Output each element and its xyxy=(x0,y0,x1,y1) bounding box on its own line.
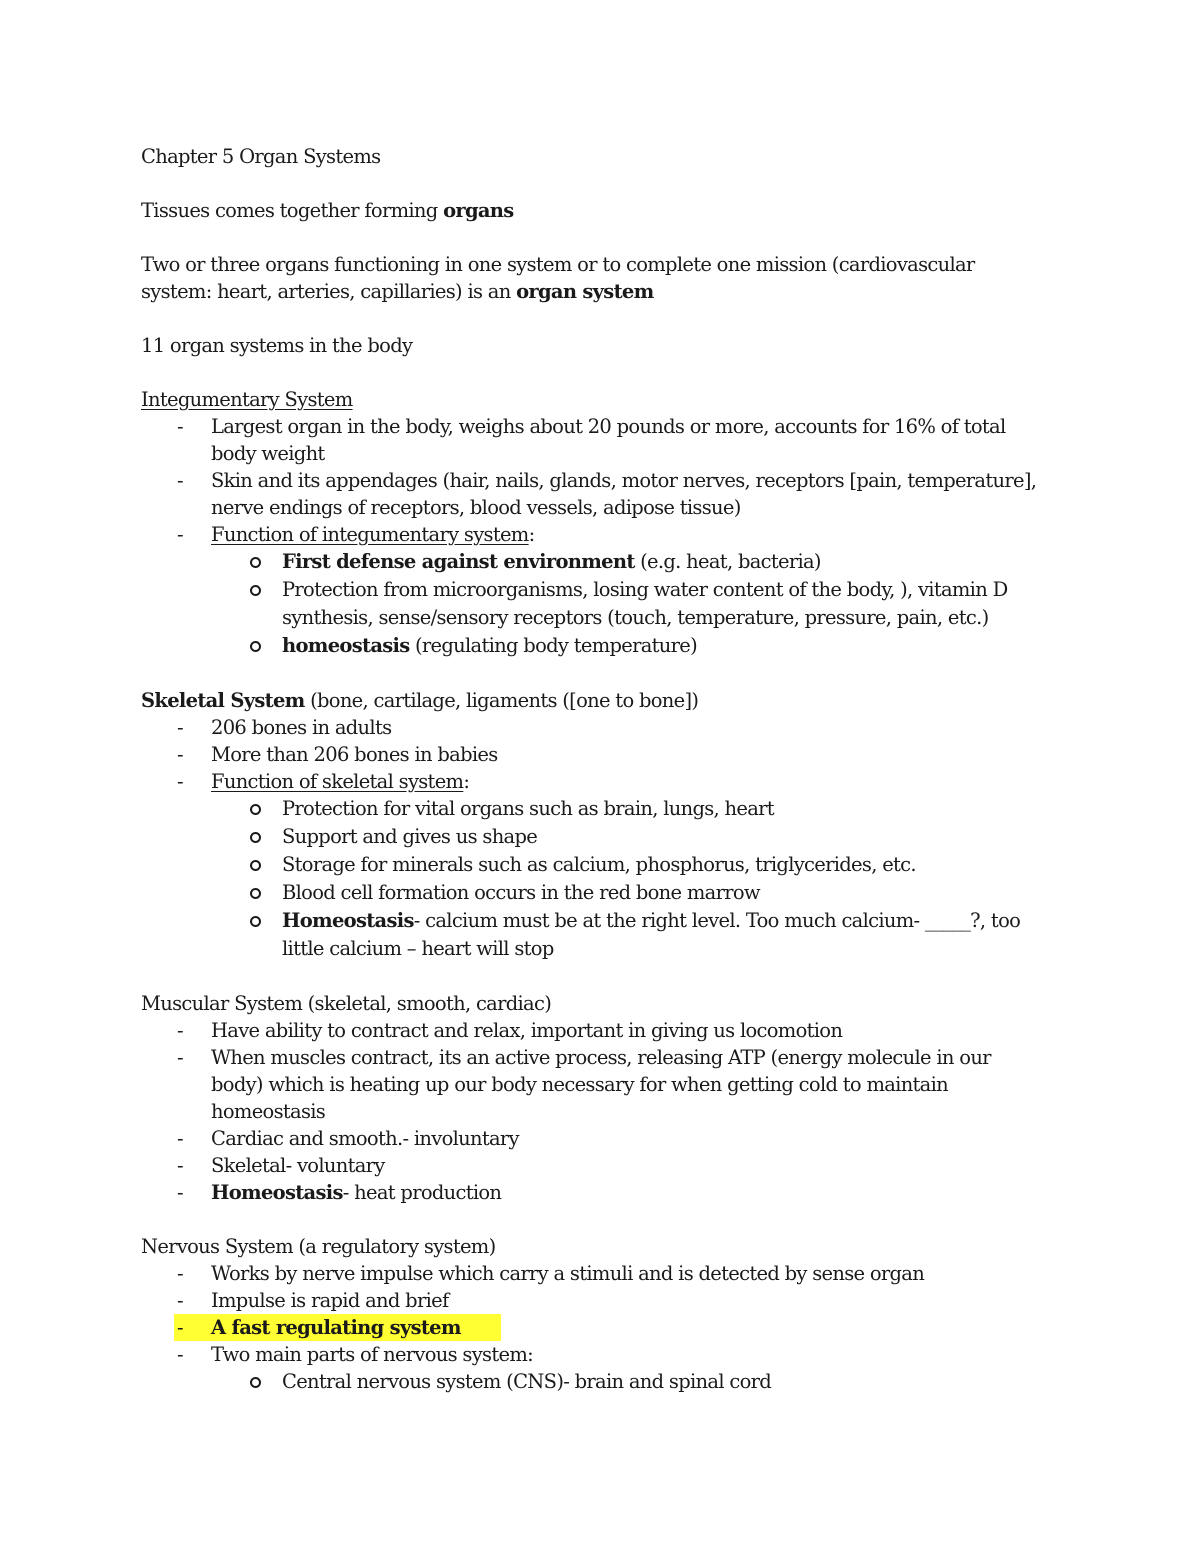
sub-list-item: Blood cell formation occurs in the red bone marrow xyxy=(141,879,1046,907)
list-item: - Largest organ in the body, weighs about 20 pounds or more, accounts for 16% of total body weight xyxy=(177,415,1006,465)
bullet-icon xyxy=(250,641,261,652)
skeletal-function-label: - Function of skeletal system: xyxy=(177,770,470,793)
sub-list-item: Homeostasis- calcium must be at the right level. Too much calcium- _____?, too little calcium – heart will stop xyxy=(141,907,1046,963)
list-item: - 206 bones in adults xyxy=(177,716,392,739)
list-item: - Cardiac and smooth.- involuntary xyxy=(177,1127,519,1150)
skeletal-heading: Skeletal System (bone, cartilage, ligaments ([one to bone]) xyxy=(141,689,699,712)
list-item: - Two main parts of nervous system: xyxy=(177,1343,533,1366)
list-item: - Skeletal- voluntary xyxy=(177,1154,385,1177)
bullet-icon xyxy=(250,832,261,843)
list-item: - Works by nerve impulse which carry a stimuli and is detected by sense organ xyxy=(177,1262,925,1285)
list-item: - Have ability to contract and relax, important in giving us locomotion xyxy=(177,1019,843,1042)
bullet-icon xyxy=(250,888,261,899)
sub-list-item: Support and gives us shape xyxy=(141,823,1046,851)
list-item: - Impulse is rapid and brief xyxy=(177,1289,449,1312)
bullet-icon xyxy=(250,916,261,927)
bullet-icon xyxy=(250,804,261,815)
organ-system-paragraph: Two or three organs functioning in one system or to complete one mission (cardiovascular system: heart, arteries, capillaries) is an organ system xyxy=(141,253,975,303)
document-page xyxy=(141,143,1046,1396)
bullet-icon xyxy=(250,585,261,596)
sub-list-item: Storage for minerals such as calcium, phosphorus, triglycerides, etc. xyxy=(141,851,1046,879)
sub-list-item: First defense against environment (e.g. heat, bacteria) xyxy=(141,548,1046,576)
sub-list-item: Central nervous system (CNS)- brain and spinal cord xyxy=(141,1368,1046,1396)
list-item: - Homeostasis- heat production xyxy=(177,1181,502,1204)
sub-list-item: Protection from microorganisms, losing water content of the body, ), vitamin D synthesis, sense/sensory receptors (touch, temperature, pressure, pain, etc.) xyxy=(141,576,1046,632)
highlighted-list-item: - A fast regulating system xyxy=(141,1314,1046,1341)
sub-list-item: Protection for vital organs such as brain, lungs, heart xyxy=(141,795,1046,823)
list-item: - More than 206 bones in babies xyxy=(177,743,498,766)
tissues-paragraph: Tissues comes together forming organs xyxy=(141,199,514,222)
integumentary-heading: Integumentary System xyxy=(141,388,353,411)
list-item: - Skin and its appendages (hair, nails, glands, motor nerves, receptors [pain, temperature], nerve endings of receptors, blood vessels, adipose tissue) xyxy=(177,469,1037,519)
bullet-icon xyxy=(250,1377,261,1388)
list-item: - When muscles contract, its an active process, releasing ATP (energy molecule in our body) which is heating up our body necessary for when getting cold to maintain homeostasis xyxy=(177,1046,991,1123)
bullet-icon xyxy=(250,860,261,871)
integumentary-function-label: - Function of integumentary system: xyxy=(177,523,535,546)
bullet-icon xyxy=(250,557,261,568)
page-title: Chapter 5 Organ Systems xyxy=(141,145,381,168)
muscular-heading: Muscular System (skeletal, smooth, cardiac) xyxy=(141,992,552,1015)
nervous-heading: Nervous System (a regulatory system) xyxy=(141,1235,496,1258)
sub-list-item: homeostasis (regulating body temperature) xyxy=(141,632,1046,660)
organ-count: 11 organ systems in the body xyxy=(141,334,413,357)
